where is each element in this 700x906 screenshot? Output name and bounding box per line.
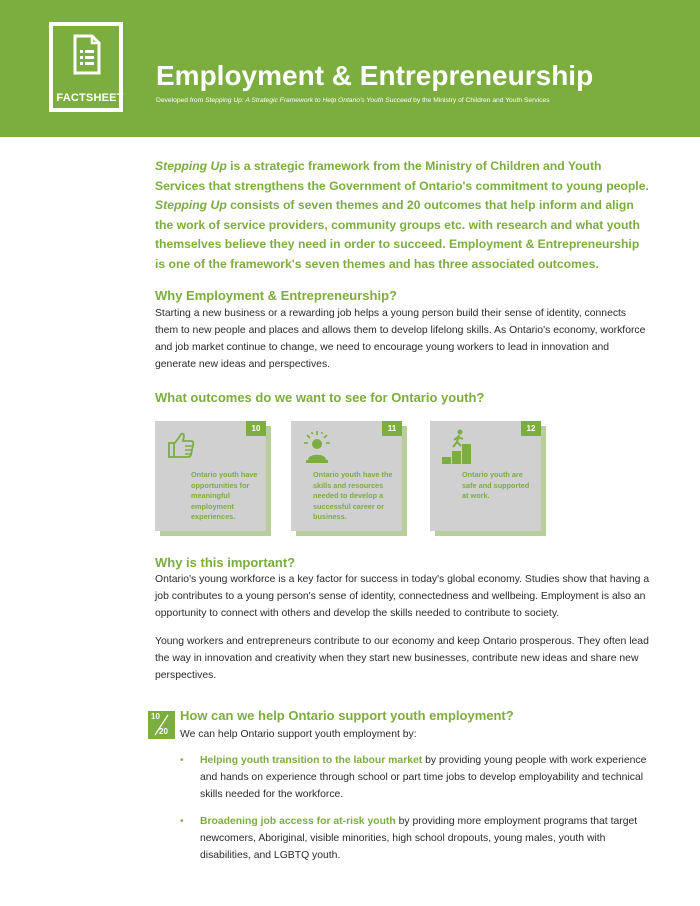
outcome-card-11 — [291, 421, 402, 531]
person-idea-icon — [301, 429, 333, 465]
why-body: Starting a new business or a rewarding job helps a young person build their sense of identity, connects them to new people and places and allows them to develop lifelong skills. As Ontario's economy, workforce and job market continue to change, we need to encourage young workers to lead in innovation and generate new ideas and perspectives. — [155, 308, 646, 370]
bullet-icon: • — [180, 816, 184, 827]
why-heading: Why Employment & Entrepreneurship? — [155, 288, 397, 303]
list-item: • Helping youth transition to the labour market by providing young people with work experience and hands on experience through school or part time jobs to develop employability and technical skills needed for the workforce. — [180, 752, 650, 803]
page-title: Employment & Entrepreneurship — [156, 60, 594, 91]
outcome-number: 11 — [382, 421, 402, 436]
document-icon — [72, 34, 102, 76]
important-body-2: Young workers and entrepreneurs contribute to our economy and keep Ontario prosperous. They often lead the way in innovation and creativity when they start new businesses, contribute new ideas and share new perspectives. — [155, 636, 649, 681]
outcome-card-10 — [155, 421, 266, 531]
header-banner — [0, 0, 700, 137]
outcome-cards — [155, 421, 555, 536]
outcome-text: Ontario youth have opportunities for meaningful employment experiences. — [191, 470, 258, 521]
bullet-icon: • — [180, 755, 184, 766]
help-heading: How can we help Ontario support youth employment? — [180, 708, 514, 723]
list-item: • Broadening job access for at-risk youth by providing more employment programs that target newcomers, Aboriginal, visible minorities, high school dropouts, young males, youth with disabilities, and LGBTQ youth. — [180, 813, 650, 864]
important-body-1: Ontario's young workforce is a key factor for success in today's global economy. Studies show that having a job contributes to a young person's sense of identity, connectedness and wellbeing. Employment is also an opportunity to connect with others and develop the skills needed to contribute to society. — [155, 574, 650, 619]
help-lead: We can help Ontario support youth employment by: — [180, 729, 417, 740]
factsheet-logo — [49, 22, 123, 112]
outcome-count-badge: 10 20 — [148, 711, 175, 739]
help-bullet-list — [180, 752, 650, 874]
outcome-card-12 — [430, 421, 541, 531]
factsheet-label: FACTSHEET — [56, 92, 124, 104]
important-heading: Why is this important? — [155, 555, 296, 570]
outcome-number: 12 — [521, 421, 541, 436]
thumbs-up-icon — [165, 429, 197, 461]
outcome-text: Ontario youth have the skills and resources needed to develop a successful career or business. — [313, 470, 393, 521]
page-subtitle: Developed from Stepping Up: A Strategic Framework to Help Ontario's Youth Succeed by the Ministry of Children and Youth Services — [156, 97, 550, 104]
outcome-number: 10 — [246, 421, 266, 436]
outcome-text: Ontario youth are safe and supported at work. — [462, 470, 530, 500]
climbing-steps-icon — [440, 429, 474, 465]
intro-paragraph: Stepping Up is a strategic framework from the Ministry of Children and Youth Services that strengthens the Government of Ontario's commitment to young people. Stepping Up consists of seven themes and 20 outcomes that help inform and align the work of service providers, community groups etc. with research and what youth themselves believe they need in order to succeed. Employment & Entrepreneurship is one of the framework's seven themes and has three associated outcomes. — [155, 159, 649, 271]
outcomes-heading: What outcomes do we want to see for Ontario youth? — [155, 390, 485, 405]
